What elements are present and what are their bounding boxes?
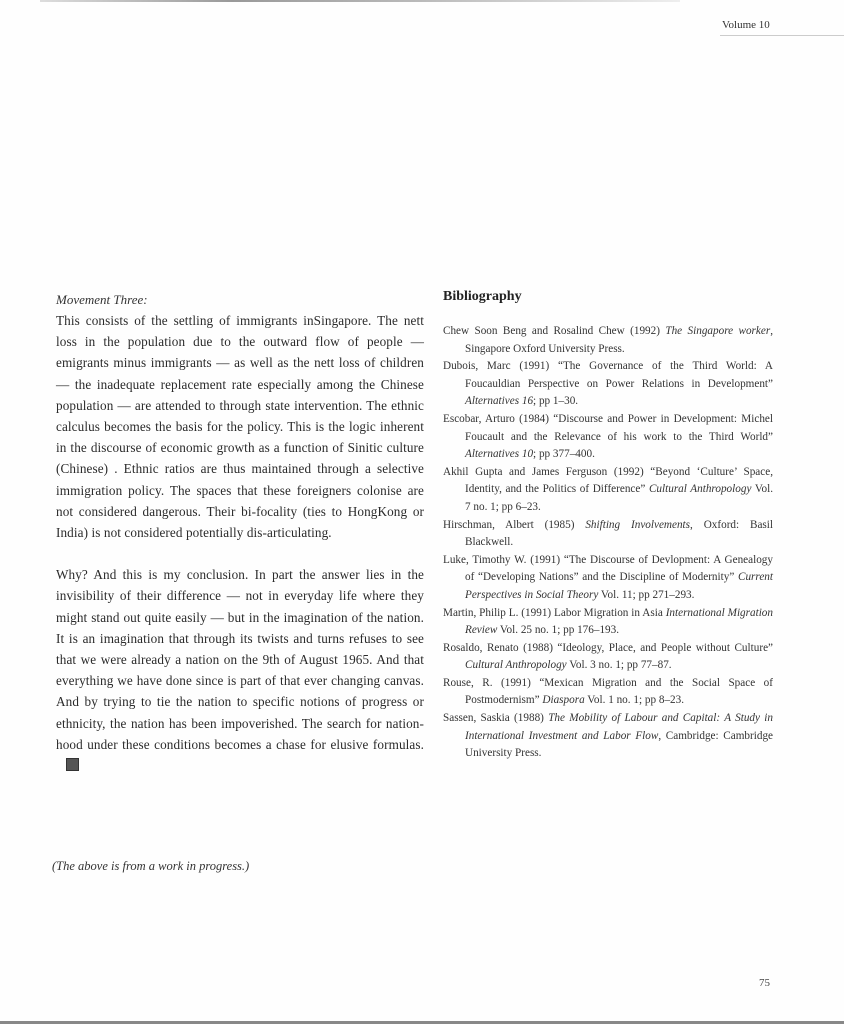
entry-text: Sassen, Saskia (1988) [443,712,549,725]
bibliography-entry [443,517,773,552]
entry-text: ; pp 1–30. [533,395,579,408]
entry-title-italic: Cultural Anthropology [648,483,752,496]
entry-text: Luke, Timothy W. (1991) “The Discourse of Devlopment: A Genealogy of “Developing Nations” and the Discipline of Modernity” [443,553,773,584]
entry-title-italic: Shifting Involvements [585,518,691,531]
bibliography-entry [443,710,773,763]
entry-text: Vol. 11; pp 271–293. [598,588,695,601]
bibliography-entry [443,358,773,411]
conclusion-paragraph [56,564,424,776]
entry-text: Chew Soon Beng and Rosalind Chew (1992) [443,325,666,337]
end-square-icon [66,758,79,771]
work-in-progress-note: (The above is from a work in progress.) [52,859,250,873]
entry-text: , Cambridge: Cambridge University Press. [465,729,773,760]
bibliography-entry [443,605,773,640]
entry-title-italic: Cultural Anthropology [465,659,567,672]
scan-top-edge [40,0,680,2]
running-head: Volume 10 [722,19,770,31]
bibliography-entry [443,552,773,605]
entry-text: Vol. 1 no. 1; pp 8–23. [584,694,685,707]
entry-title-italic: Diaspora [542,694,585,707]
entry-title-italic: International Migration Review [465,606,773,637]
bibliography-list [443,323,773,763]
body-column [56,289,424,776]
section-title: Movement Three: [56,292,148,307]
bibliography-entry [443,464,773,517]
entry-text: , Singapore Oxford University Press. [465,325,773,355]
entry-title-italic: Alternatives 10 [465,448,534,461]
bibliography-entry [443,411,773,464]
paragraph-text: This consists of the settling of immigrants inSingapore. The nett loss in the population due to the outward flow of people — emigrants minus immigrants — as well as the nett loss of children — the inadequate replacement rate especially among the Chinese population — are attended to through state intervention. The ethnic calculus becomes the basis for the policy. This is the logic inherent in the discourse of economic growth as a function of Sinitic culture (Chinese) . Ethnic ratios are thus maintained through a selective immigration policy. The spaces that these foreigners colonise are not considered dangerous. Their bi-focality (ties to HongKong or India) is not considered potentially dis-articulating. [56,313,424,541]
bibliography-column [443,289,773,763]
bibliography-entry [443,675,773,710]
body-paragraph [56,310,424,543]
bibliography-entry [443,323,773,358]
page-number: 75 [759,977,770,989]
entry-text: Hirschman, Albert (1985) [443,518,586,531]
entry-text: Escobar, Arturo (1984) “Discourse and Power in Development: Michel Foucault and the Relevance of his work to the Third World” [443,412,773,443]
entry-text: Vol. 25 no. 1; pp 176–193. [497,624,620,637]
running-head-rule [720,35,844,36]
entry-text: ; pp 377–400. [533,448,595,461]
entry-text: Vol. 7 no. 1; pp 6–23. [465,483,773,513]
entry-text: Rosaldo, Renato (1988) “Ideology, Place, and People without Culture” [443,641,773,654]
entry-title-italic: Current Perspectives in Social Theory [465,571,773,601]
bibliography-title: Bibliography [443,289,522,304]
entry-text: Dubois, Marc (1991) “The Governance of the Third World: A Foucauldian Perspective on Power Relations in Development” [443,360,773,390]
paragraph-text: Why? And this is my conclusion. In part the answer lies in the invisibility of their difference — not in everyday life where they might stand out quite easily — but in the imagination of the nation. It is an imagination that through its twists and turns refuses to see that we were already a nation on the 9th of August 1965. And that everything we have done since is part of that ever changing canvas. And by trying to tie the nation to specific notions of progress or ethnicity, the nation has been impoverished. The search for nation-hood under these conditions becomes a chase for elusive formulas. [56,567,424,752]
entry-text: Akhil Gupta and James Ferguson (1992) “Beyond ‘Culture’ Space, Identity, and the Politics of Difference” [443,465,773,496]
entry-title-italic: Alternatives 16 [465,395,534,408]
entry-title-italic: The Singapore worker [665,325,771,337]
bibliography-entry [443,640,773,675]
entry-title-italic: The Mobility of Labour and Capital: A Study in International Investment and Labor Flow [465,712,773,742]
entry-text: Martin, Philip L. (1991) Labor Migration in Asia [443,606,666,619]
entry-text: Rouse, R. (1991) “Mexican Migration and the Social Space of Postmodernism” [443,676,773,707]
entry-text: Vol. 3 no. 1; pp 77–87. [566,659,672,672]
entry-text: , Oxford: Basil Blackwell. [465,518,774,549]
